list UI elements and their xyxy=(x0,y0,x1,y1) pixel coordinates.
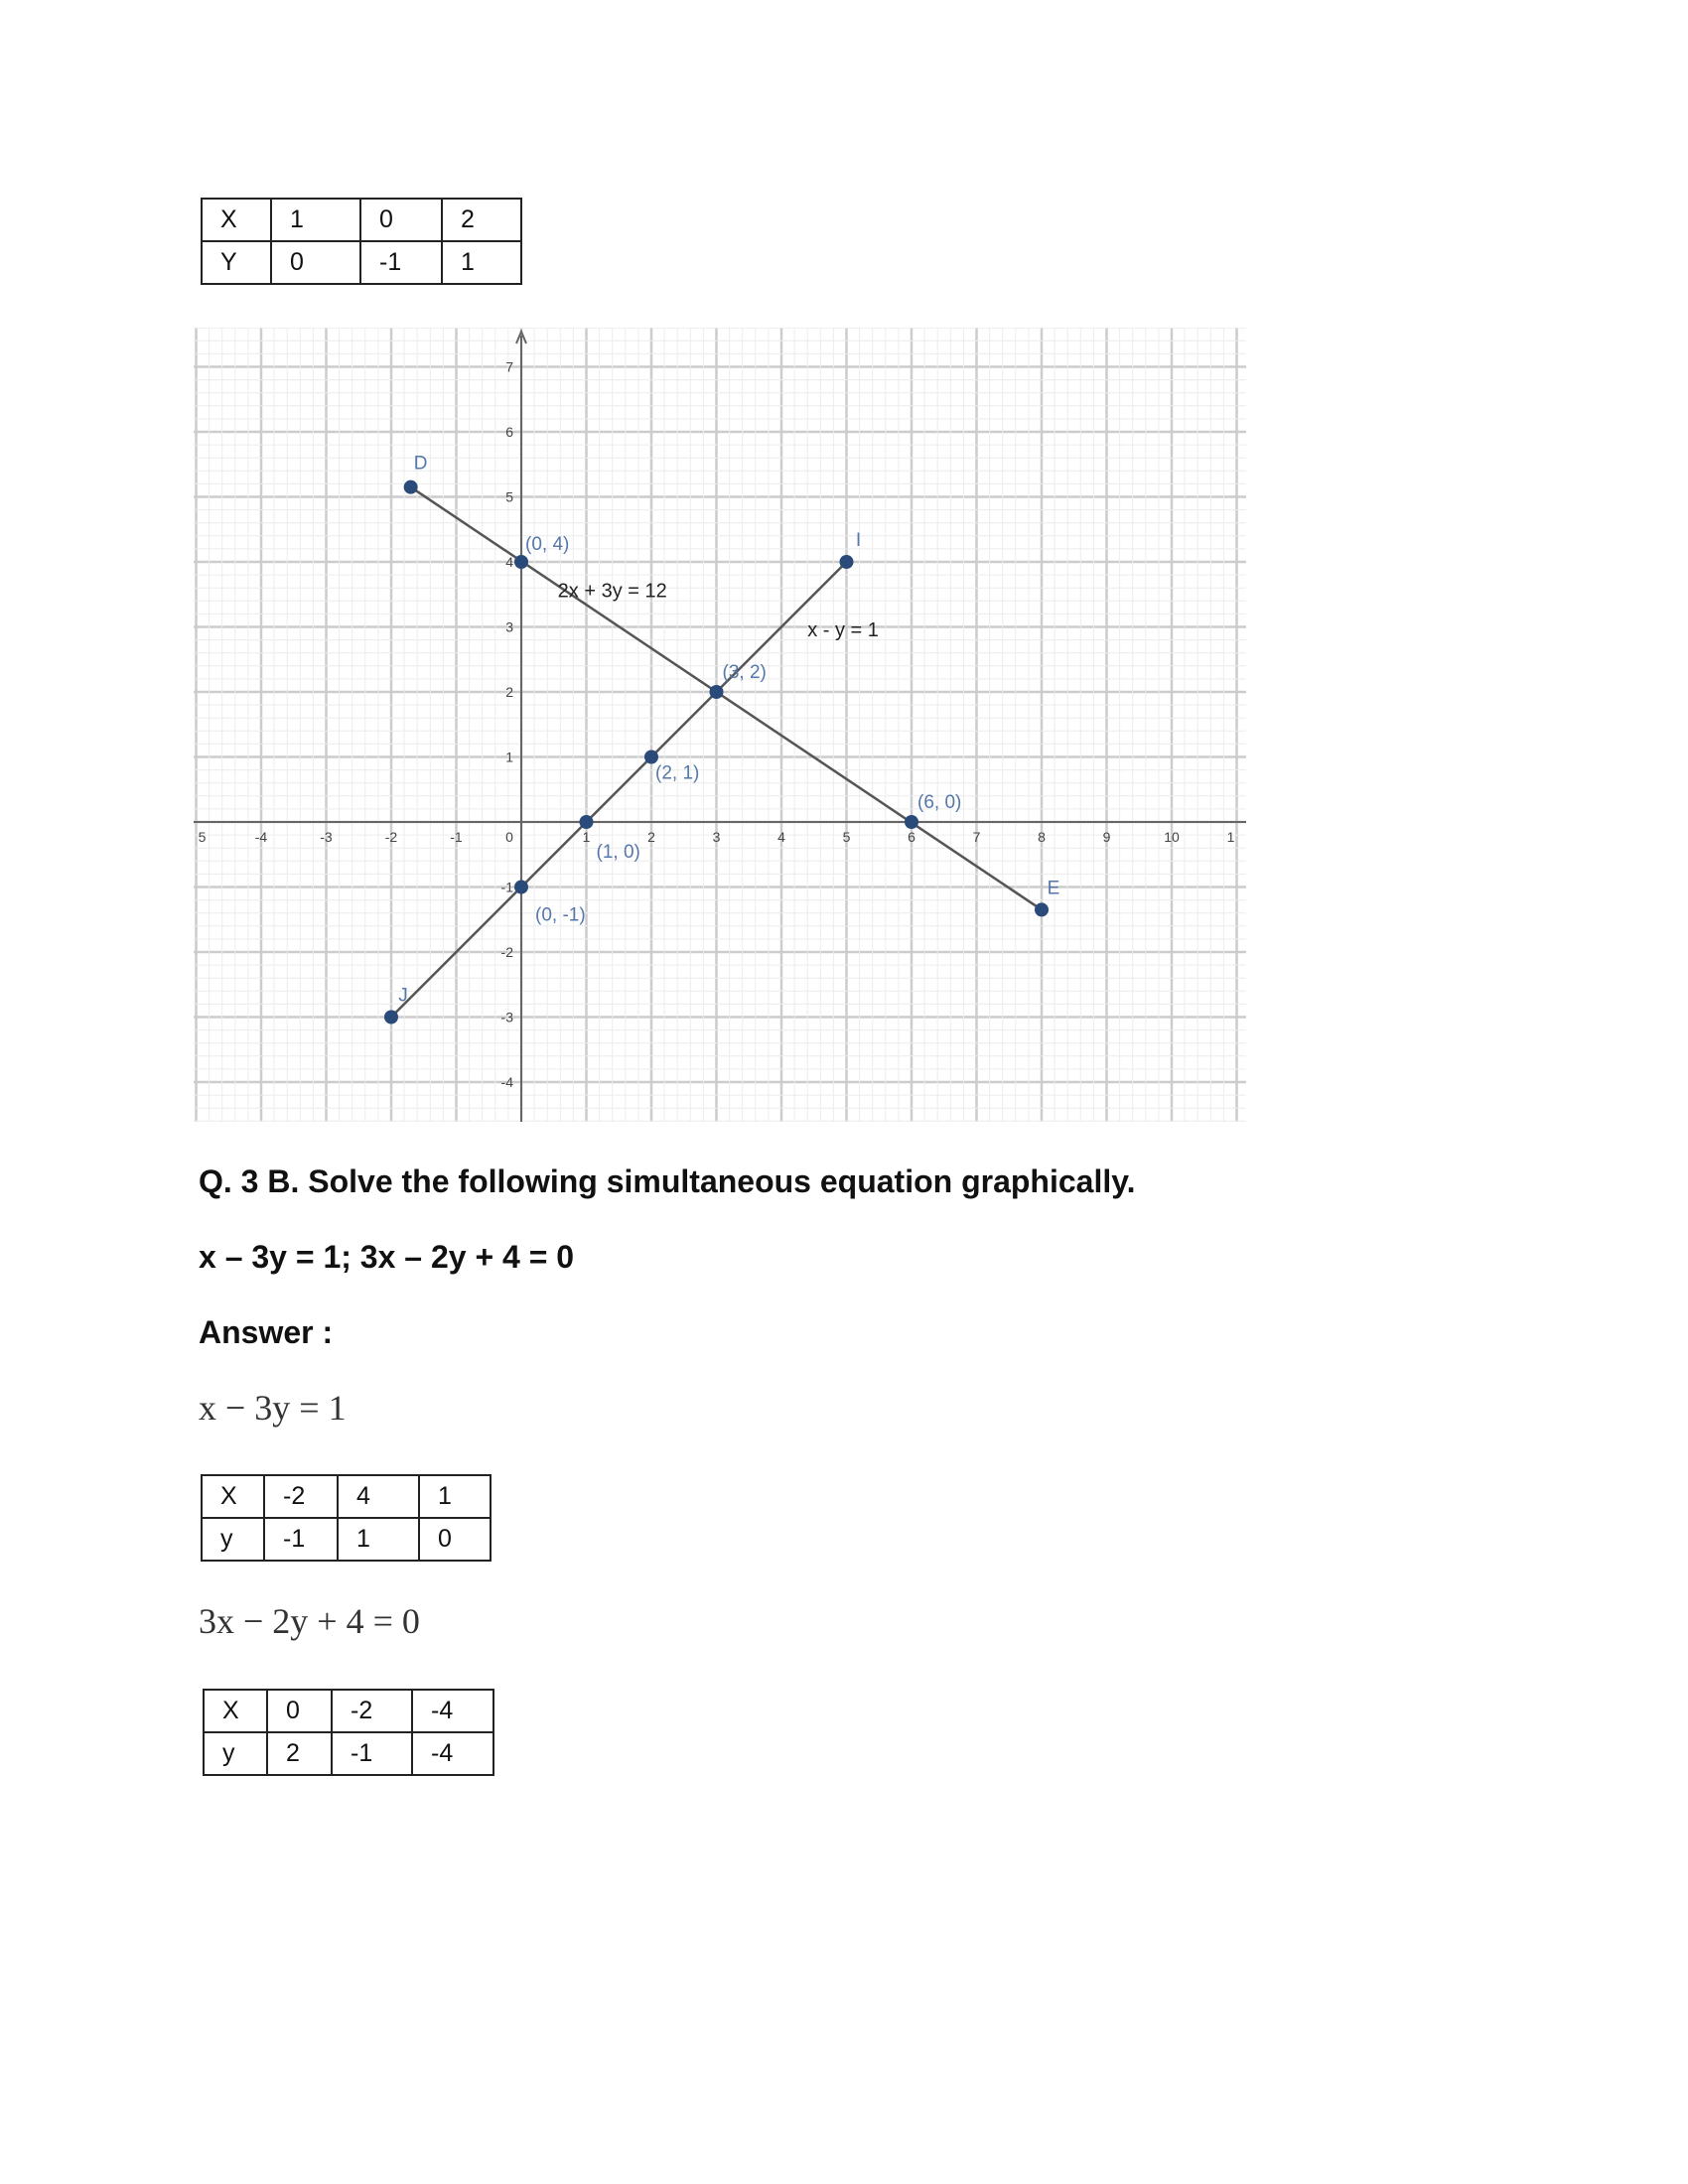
table-cell: 0 xyxy=(271,241,360,284)
question-title: Q. 3 B. Solve the following simultaneous equation graphically. xyxy=(199,1163,1136,1199)
equation-2: 3x − 2y + 4 = 0 xyxy=(199,1601,420,1641)
question-equations: x – 3y = 1; 3x – 2y + 4 = 0 xyxy=(199,1239,575,1275)
table-cell: -4 xyxy=(412,1732,493,1775)
data-point xyxy=(905,815,918,829)
x-tick-label: 1 xyxy=(1226,829,1235,845)
x-tick-label: 7 xyxy=(972,829,981,845)
data-point xyxy=(514,881,528,894)
line-label: x - y = 1 xyxy=(807,618,879,641)
table-cell: 4 xyxy=(338,1475,419,1518)
data-point xyxy=(404,480,418,494)
x-tick-label: 10 xyxy=(1164,829,1180,845)
data-point xyxy=(384,1011,398,1024)
y-tick-label: 5 xyxy=(505,488,513,505)
x-tick-label: 3 xyxy=(712,829,721,845)
point-label: I xyxy=(855,530,862,551)
table-cell: -2 xyxy=(332,1690,412,1732)
table-cell: 1 xyxy=(338,1518,419,1561)
x-tick-label: -2 xyxy=(384,829,398,845)
table-cell: y xyxy=(202,1518,264,1561)
data-point xyxy=(580,815,594,829)
y-tick-label: 1 xyxy=(505,749,513,765)
table-cell: 0 xyxy=(267,1690,332,1732)
table-row xyxy=(202,199,521,241)
table-cell: 0 xyxy=(419,1518,491,1561)
table-cell: Y xyxy=(202,241,271,284)
data-point xyxy=(710,685,724,699)
x-tick-label: 1 xyxy=(582,829,591,845)
table-row xyxy=(202,1518,491,1561)
table-cell: X xyxy=(202,199,271,241)
y-tick-label: 4 xyxy=(505,554,513,570)
table-row xyxy=(202,241,521,284)
graph-figure xyxy=(194,328,1246,1122)
x-tick-label: -4 xyxy=(254,829,268,845)
equation-1: x − 3y = 1 xyxy=(199,1388,347,1428)
point-label: (2, 1) xyxy=(655,762,700,784)
y-tick-label: -1 xyxy=(500,879,513,895)
point-label: J xyxy=(398,985,408,1007)
x-tick-label: 0 xyxy=(505,829,513,845)
line-label: 2x + 3y = 12 xyxy=(557,580,667,603)
point-label: (0, 4) xyxy=(525,534,570,555)
data-point xyxy=(514,555,528,569)
x-tick-label: 5 xyxy=(842,829,851,845)
y-tick-label: 7 xyxy=(505,358,513,375)
y-tick-label: 6 xyxy=(505,424,513,440)
values-table-1 xyxy=(201,198,522,285)
data-point xyxy=(644,751,658,764)
x-tick-label: -1 xyxy=(450,829,463,845)
y-tick-label: -2 xyxy=(500,944,513,960)
table-cell: 0 xyxy=(360,199,442,241)
table-row xyxy=(204,1732,493,1775)
point-label: D xyxy=(413,453,428,475)
point-label: (0, -1) xyxy=(535,904,586,926)
data-point xyxy=(1035,902,1049,916)
table-row xyxy=(204,1690,493,1732)
x-tick-label: 6 xyxy=(908,829,915,845)
point-label: (3, 2) xyxy=(722,662,767,683)
table-row xyxy=(202,1475,491,1518)
table-cell: X xyxy=(204,1690,267,1732)
y-tick-label: 3 xyxy=(505,618,513,635)
table-cell: -1 xyxy=(360,241,442,284)
data-point xyxy=(840,555,854,569)
values-table-2 xyxy=(201,1474,492,1562)
x-tick-label: 4 xyxy=(777,829,785,845)
table-cell: 2 xyxy=(442,199,521,241)
table-cell: X xyxy=(202,1475,264,1518)
table-cell: 1 xyxy=(271,199,360,241)
y-tick-label: -4 xyxy=(500,1074,513,1090)
x-tick-label: 5 xyxy=(198,829,207,845)
x-tick-label: 9 xyxy=(1102,829,1111,845)
table-cell: -1 xyxy=(332,1732,412,1775)
point-label: (1, 0) xyxy=(596,842,640,863)
x-tick-label: -3 xyxy=(320,829,333,845)
x-tick-label: 8 xyxy=(1038,829,1046,845)
table-cell: -4 xyxy=(412,1690,493,1732)
table-cell: 2 xyxy=(267,1732,332,1775)
point-label: (6, 0) xyxy=(917,792,962,813)
table-cell: 1 xyxy=(442,241,521,284)
y-tick-label: 2 xyxy=(505,684,513,700)
table-cell: -2 xyxy=(264,1475,338,1518)
values-table-3 xyxy=(203,1689,494,1776)
table-cell: -1 xyxy=(264,1518,338,1561)
table-cell: 1 xyxy=(419,1475,491,1518)
point-label: E xyxy=(1047,878,1060,899)
y-tick-label: -3 xyxy=(500,1009,513,1025)
x-tick-label: 2 xyxy=(647,829,655,845)
table-cell: y xyxy=(204,1732,267,1775)
answer-label: Answer : xyxy=(199,1314,334,1350)
